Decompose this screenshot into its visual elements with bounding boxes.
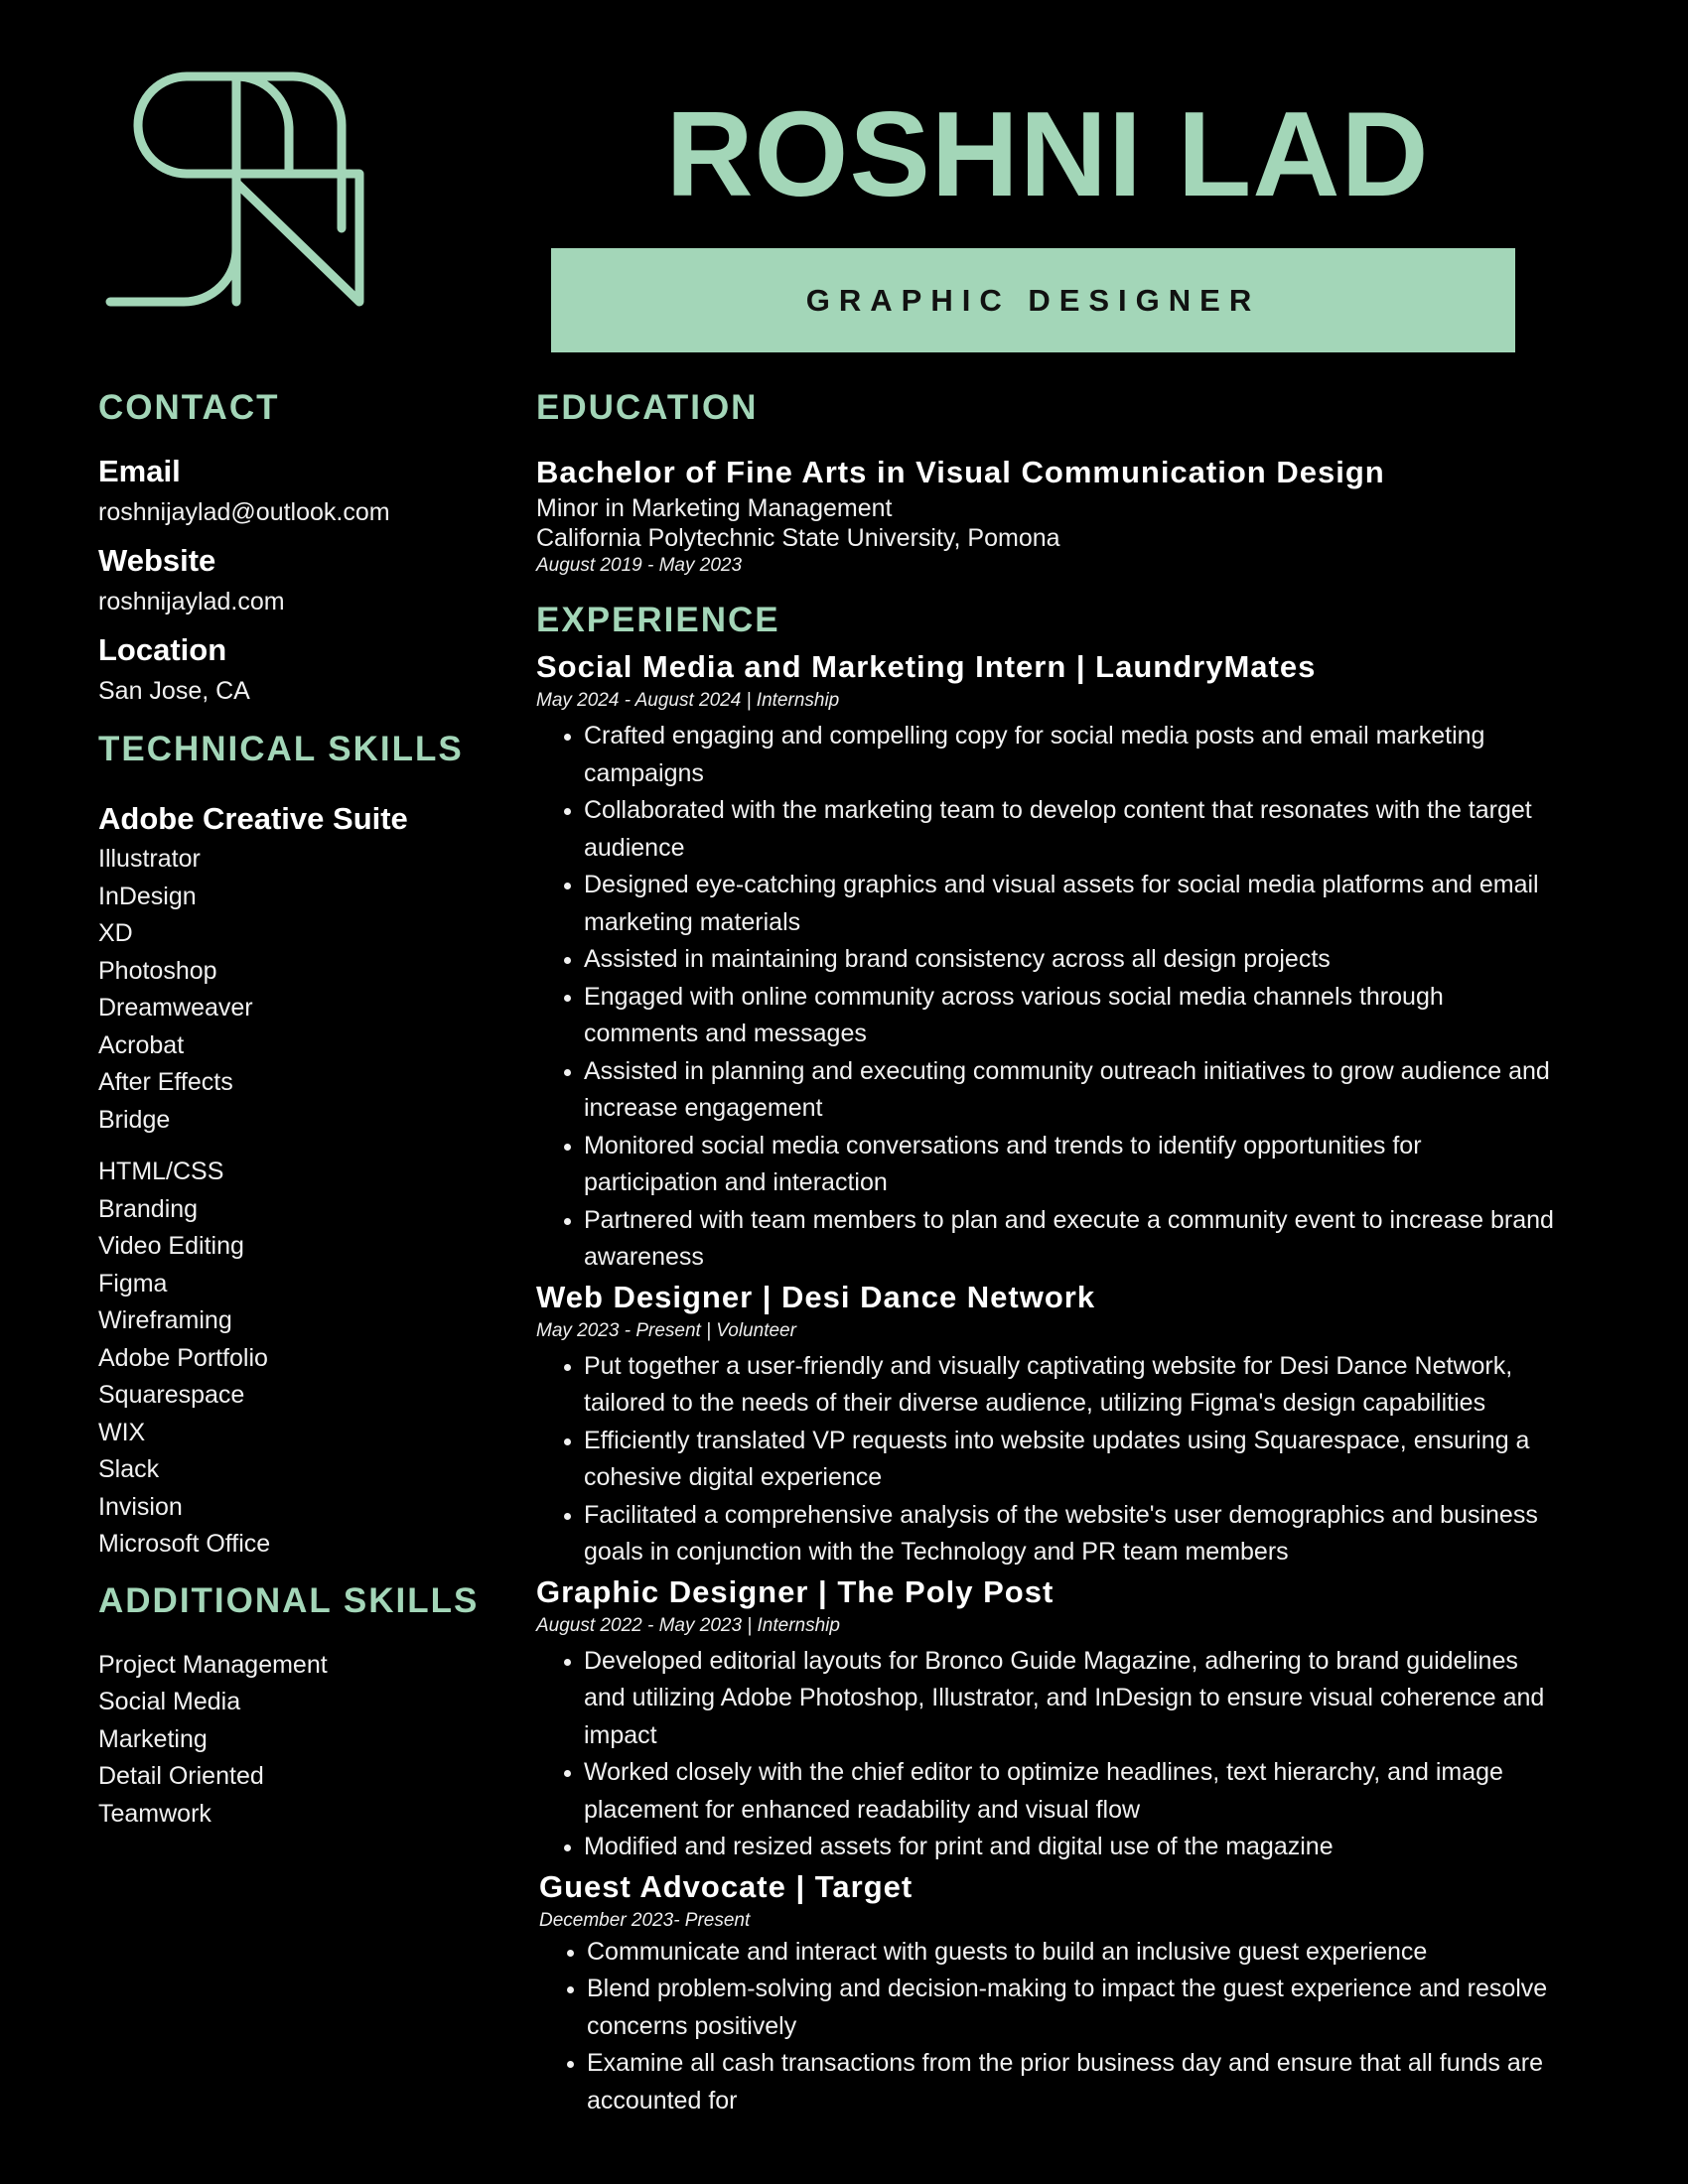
skill-item: Adobe Portfolio — [98, 1343, 268, 1372]
location-label: Location — [98, 632, 227, 667]
bullet-item: • Assisted in maintaining brand consistency across all design projects — [584, 941, 1559, 979]
education-heading: EDUCATION — [536, 388, 759, 427]
skill-item: Project Management — [98, 1650, 328, 1679]
education-dates: August 2019 - May 2023 — [536, 555, 743, 576]
skill-item: Branding — [98, 1194, 199, 1223]
bullet-item: • Efficiently translated VP requests into website updates using Squarespace, ensuring a cohesive digital experience — [584, 1423, 1559, 1497]
bullet-item: • Designed eye-catching graphics and visual assets for social media platforms and email marketing materials — [584, 867, 1559, 941]
job-meta: August 2022 - May 2023 | Internship — [536, 1614, 840, 1636]
contact-heading: CONTACT — [98, 388, 280, 427]
other-skill-list — [98, 1154, 495, 1564]
job-meta: December 2023- Present — [539, 1909, 751, 1931]
location-value: San Jose, CA — [98, 677, 250, 705]
additional-skills-heading: ADDITIONAL SKILLS — [98, 1580, 480, 1620]
skill-item: Slack — [98, 1455, 160, 1483]
skill-item: After Effects — [98, 1068, 233, 1096]
job-title: Social Media and Marketing Intern | LaundryMates — [536, 649, 1317, 684]
email-label: Email — [98, 454, 181, 488]
job-meta: May 2023 - Present | Volunteer — [536, 1319, 796, 1341]
bullet-item: • Partnered with team members to plan and execute a community event to increase brand awareness — [584, 1202, 1559, 1277]
bullet-item: • Put together a user-friendly and visually captivating website for Desi Dance Network, tailored to the needs of their diverse audience, utilizing Figma's design capabilities — [584, 1348, 1559, 1423]
skill-item: Bridge — [98, 1105, 171, 1134]
skill-item: Illustrator — [98, 845, 201, 873]
role-banner — [551, 248, 1515, 352]
skill-item: XD — [98, 919, 133, 947]
job-title: Guest Advocate | Target — [539, 1868, 914, 1904]
job-meta: May 2024 - August 2024 | Internship — [536, 690, 840, 711]
page-title: ROSHNI LAD — [665, 86, 1430, 221]
job-bullets — [536, 1643, 1559, 1866]
job-bullets — [536, 1348, 1559, 1571]
skill-item: Teamwork — [98, 1799, 211, 1828]
degree-title: Bachelor of Fine Arts in Visual Communication Design — [536, 455, 1385, 489]
skill-item: Social Media — [98, 1688, 241, 1715]
minor: Minor in Marketing Management — [536, 494, 893, 522]
sidebar — [98, 382, 495, 1833]
website-label: Website — [98, 543, 216, 578]
skill-item: Video Editing — [98, 1232, 244, 1260]
bullet-item: • Collaborated with the marketing team to develop content that resonates with the target audience — [584, 792, 1559, 867]
bullet-item: • Communicate and interact with guests to build an inclusive guest experience — [587, 1934, 1559, 1972]
job-bullets — [539, 1934, 1559, 2120]
skill-item: Photoshop — [98, 956, 217, 985]
job-role: GRAPHIC DESIGNER — [805, 282, 1261, 318]
job-entry — [539, 1866, 1559, 2120]
skill-item: Marketing — [98, 1724, 208, 1753]
experience-heading: EXPERIENCE — [536, 601, 780, 639]
additional-skill-list — [98, 1647, 495, 1834]
bullet-item: • Developed editorial layouts for Bronco Guide Magazine, adhering to brand guidelines and utilizing Adobe Photoshop, Illustrator, and InDesign to ensure visual coherence and impact — [584, 1643, 1559, 1755]
bullet-item: • Facilitated a comprehensive analysis of the website's user demographics and business goals in conjunction with the Technology and PR team members — [584, 1497, 1559, 1571]
skill-item: Wireframing — [98, 1306, 232, 1334]
monogram-logo-icon — [99, 68, 389, 355]
bullet-item: • Examine all cash transactions from the prior business day and ensure that all funds are accounted for — [587, 2045, 1559, 2119]
website-value[interactable]: roshnijaylad.com — [98, 588, 285, 615]
job-entry — [536, 1571, 1559, 1866]
job-entry — [536, 1277, 1559, 1571]
skill-item: WIX — [98, 1418, 146, 1446]
skill-item: HTML/CSS — [98, 1158, 224, 1185]
skill-item: InDesign — [98, 882, 197, 910]
bullet-item: • Modified and resized assets for print and digital use of the magazine — [584, 1829, 1559, 1866]
bullet-item: • Engaged with online community across various social media channels through comments and messages — [584, 979, 1559, 1053]
job-bullets — [536, 718, 1559, 1277]
skill-item: Squarespace — [98, 1381, 245, 1409]
adobe-suite-label: Adobe Creative Suite — [98, 801, 408, 836]
adobe-skill-list — [98, 841, 495, 1139]
job-title: Web Designer | Desi Dance Network — [536, 1279, 1096, 1314]
skill-item: Dreamweaver — [98, 994, 253, 1022]
skill-item: Detail Oriented — [98, 1762, 264, 1790]
technical-skills-heading: TECHNICAL SKILLS — [98, 730, 464, 768]
email-value[interactable]: roshnijaylad@outlook.com — [98, 498, 390, 526]
bullet-item: • Blend problem-solving and decision-making to impact the guest experience and resolve concerns positively — [587, 1971, 1559, 2045]
bullet-item: • Assisted in planning and executing community outreach initiatives to grow audience and increase engagement — [584, 1053, 1559, 1128]
skill-item: Acrobat — [98, 1030, 185, 1059]
skill-item: Invision — [98, 1492, 183, 1521]
job-title: Graphic Designer | The Poly Post — [536, 1573, 1055, 1609]
bullet-item: • Worked closely with the chief editor to optimize headlines, text hierarchy, and image placement for enhanced readability and visual flow — [584, 1754, 1559, 1829]
school: California Polytechnic State University, Pomona — [536, 524, 1060, 552]
job-entry — [536, 646, 1559, 1277]
skill-item: Microsoft Office — [98, 1530, 271, 1558]
skill-item: Figma — [98, 1269, 168, 1297]
bullet-item: • Monitored social media conversations and trends to identify opportunities for participation and interaction — [584, 1128, 1559, 1202]
main-content — [536, 382, 1559, 2119]
bullet-item: • Crafted engaging and compelling copy for social media posts and email marketing campaigns — [584, 718, 1559, 792]
